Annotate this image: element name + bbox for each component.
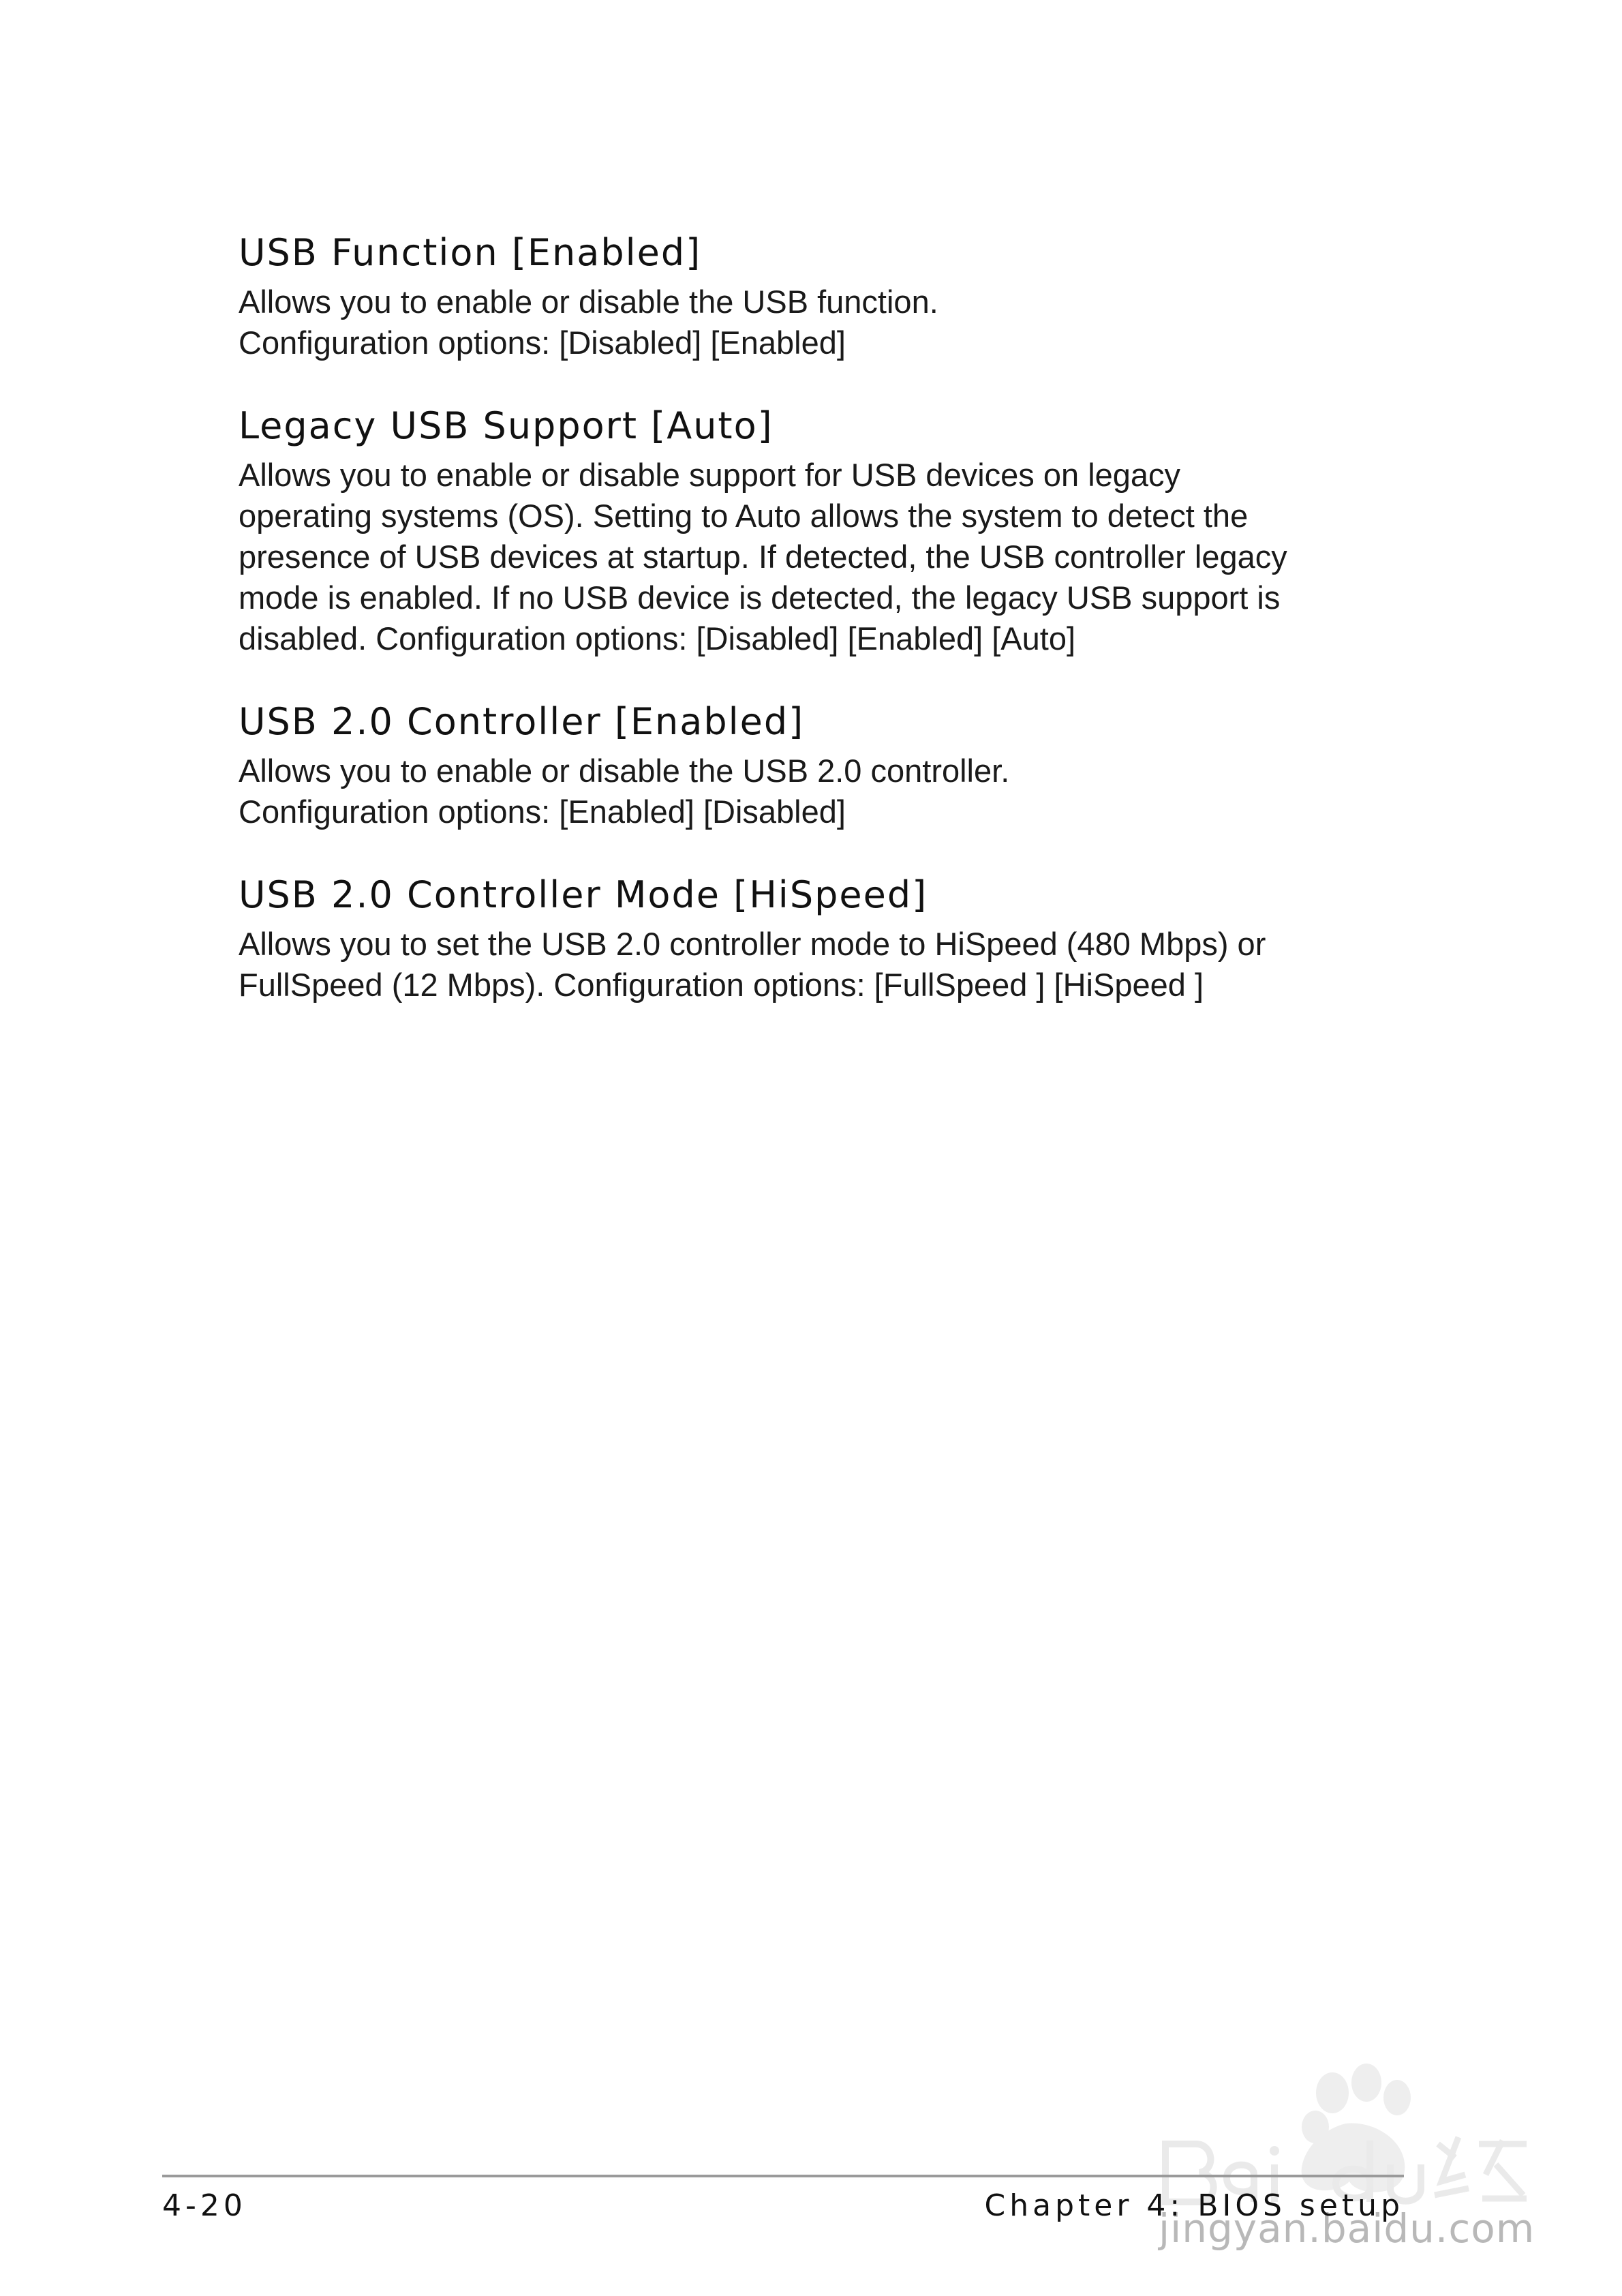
section-description	[239, 282, 1397, 363]
section-heading: USB 2.0 Controller Mode [HiSpeed]	[239, 873, 928, 916]
description-line: Allows you to enable or disable the USB 2.0 controller.	[239, 753, 1010, 789]
document-body	[239, 228, 1397, 1044]
description-line: FullSpeed (12 Mbps). Configuration options: [FullSpeed ] [HiSpeed ]	[239, 967, 1204, 1003]
description-line: Configuration options: [Disabled] [Enabled]	[239, 324, 846, 361]
watermark-url: jingyan.baidu.com	[1159, 2205, 1535, 2252]
section-description	[239, 751, 1397, 832]
section-usb-function	[239, 228, 1397, 363]
section-legacy-usb-support	[239, 402, 1397, 659]
description-line: operating systems (OS). Setting to Auto allows the system to detect the	[239, 498, 1249, 534]
description-line: Configuration options: [Enabled] [Disabled]	[239, 794, 846, 830]
description-line: Allows you to set the USB 2.0 controller mode to HiSpeed (480 Mbps) or	[239, 926, 1266, 962]
description-line: Allows you to enable or disable the USB function.	[239, 284, 938, 320]
section-description	[239, 924, 1397, 1006]
description-line: mode is enabled. If no USB device is detected, the legacy USB support is	[239, 579, 1281, 616]
section-heading: Legacy USB Support [Auto]	[239, 404, 774, 447]
section-usb2-controller-mode	[239, 871, 1397, 1006]
section-usb2-controller	[239, 697, 1397, 832]
description-line: presence of USB devices at startup. If detected, the USB controller legacy	[239, 539, 1287, 575]
section-description	[239, 455, 1397, 659]
page-number: 4-20	[162, 2188, 247, 2223]
chapter-title: Chapter 4: BIOS setup	[984, 2188, 1404, 2223]
description-line: Allows you to enable or disable support for USB devices on legacy	[239, 457, 1181, 493]
section-heading: USB 2.0 Controller [Enabled]	[239, 700, 805, 743]
section-heading: USB Function [Enabled]	[239, 231, 702, 274]
description-line: disabled. Configuration options: [Disabled] [Enabled] [Auto]	[239, 620, 1076, 656]
footer-divider	[162, 2175, 1404, 2177]
